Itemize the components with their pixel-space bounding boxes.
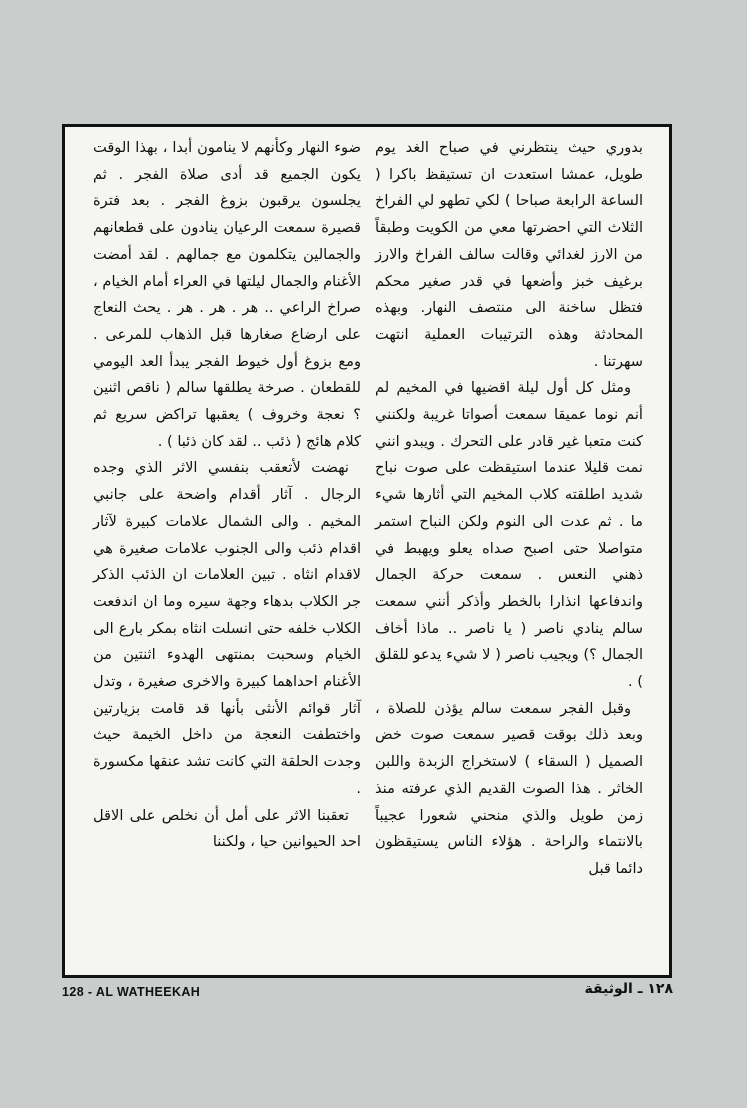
left-column xyxy=(93,135,361,856)
paragraph: تعقبنا الاثر على أمل أن نخلص على الاقل احد الحيوانين حيا ، ولكننا xyxy=(93,806,361,851)
paragraph: ضوء النهار وكأنهم لا ينامون أبدا ، بهذا الوقت يكون الجميع قد أدى صلاة الفجر . ثم يجلسون يرقبون بزوغ الفجر . بعد فترة قصيرة سمعت الرعيان ينادون على قطعانهم والجمالين يتكلمون مع جمالهم . لقد أمضت الأغنام والجمال ليلتها في العراء أمام الخيام ، صراخ الراعي .. هر . هر . هر . يحث النعاج على ارضاع صغارها قبل الذهاب للمرعى . ومع بزوغ أول خيوط الفجر يبدأ العد اليومي للقطعان . صرخة يطلقها سالم ( ناقص اثنين ؟ نعجة وخروف ) يعقبها تراكض سريع ثم كلام هائج ( ذئب .. لقد كان ذئبا ) . xyxy=(93,139,361,450)
page-number-arabic: ١٢٨ ـ الوثيقة xyxy=(584,981,673,997)
paragraph: نهضت لأتعقب بنفسي الاثر الذي وجده الرجال . آثار أقدام واضحة على جانبي المخيم . والى الشمال علامات كبيرة لآثار اقدام ذئب والى الجنوب علامات صغيرة هي لاقدام انثاه . تبين العلامات ان الذئب الذكر جر الكلاب بدهاء وجهة سيره وما ان اندفعت الكلاب خلفه حتى انسلت انثاه بمكر بارع الى الخيام وسحبت بمنتهى الهدوء اثنتين من الأغنام احداهما كبيرة والاخرى صغيرة ، وتدل آثار قوائم الأنثى بأنها قد قامت بزيارتين واختطفت النعجة من داخل الخيمة حيث وجدت الحلقة التي كانت تشد عنقها مكسورة . xyxy=(93,459,361,797)
paragraph: بدوري حيث ينتظرني في صباح الغد يوم طويل، عمشا استعدت ان تستيقظ باكرا ( الساعة الرابعة صباحا ) لكي تطهو لي الفراخ الثلاث التي احضرتها معي من الكويت وطبقاً من الارز لغدائي وقالت سالف الفراخ والارز برغيف خبز وأضعها في قدر صغير محكم فتظل ساخنة الى منتصف النهار. وبهذه المحادثة وهذه الترتيبات العملية انتهت سهرتنا . xyxy=(375,139,643,370)
article-frame xyxy=(62,124,672,978)
right-column xyxy=(375,135,643,883)
page-number-english: 128 - AL WATHEEKAH xyxy=(62,985,201,999)
paragraph: ومثل كل أول ليلة اقضيها في المخيم لم أنم نوما عميقا سمعت أصواتا غريبة ولكنني كنت متعبا غير قادر على التحرك . ويبدو انني نمت قليلا عندما استيقظت على صوت نباح شديد اطلقته كلاب المخيم التي أثارها شيء ما . ثم عدت الى النوم ولكن النباح استمر متواصلا حتى اصبح صداه يعلو ويهبط في ذهني النعس . سمعت حركة الجمال واندفاعها انذارا بالخطر وأذكر أنني سمعت سالم ينادي ناصر ( يا ناصر .. ماذا أخاف الجمال ؟) ويجيب ناصر ( لا شيء يدعو للقلق ) . xyxy=(375,379,643,691)
paragraph: وقبل الفجر سمعت سالم يؤذن للصلاة ، وبعد ذلك بوقت قصير سمعت صوت خض الصميل ( السقاء ) لاستخراج الزبدة واللبن الخاثر . هذا الصوت القديم الذي عرفته منذ زمن طويل والذي منحني شعورا عجيباً بالانتماء والراحة . هؤلاء الناس يستيقظون دائما قبل xyxy=(375,699,643,877)
